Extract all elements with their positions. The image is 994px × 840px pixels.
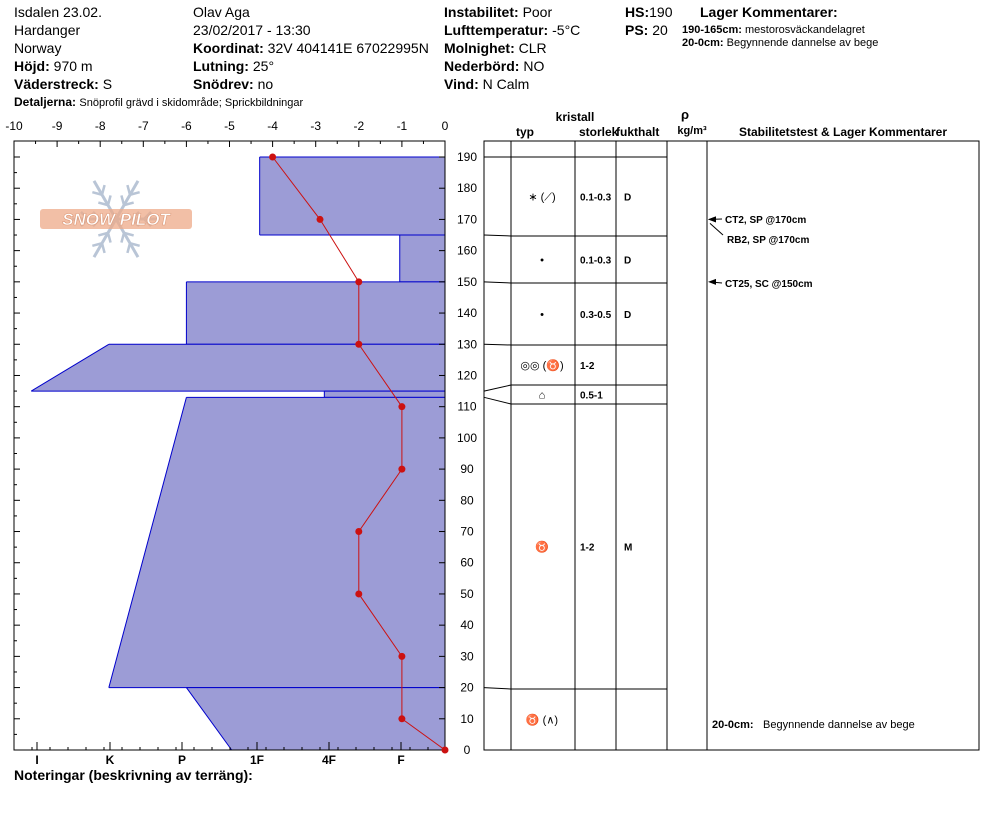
details-value: Snöprofil grävd i skidområde; Sprickbildningar [79,97,304,109]
hardness-layer [186,282,445,344]
grain-moisture: D [624,310,632,321]
logo-text: SNOW PILOT [62,210,170,229]
grain-table-border [484,141,979,750]
coordinate-value: 32V 404141E 67022995N [267,40,429,56]
depth-tick-label: 100 [456,430,478,445]
header-comments: Stabilitetstest & Lager Kommentarer [738,125,948,139]
depth-tick-label: 140 [456,306,478,321]
temperature-tick-label: -7 [137,119,149,133]
depth-tick-label: 40 [460,618,474,633]
ps-label: PS: [625,22,649,38]
temperature-point [398,403,405,410]
header-crystal: kristall [555,110,595,124]
temperature-tick-label: -1 [396,119,408,133]
depth-tick-label: 130 [456,337,478,352]
grain-type-symbol: ⌂ [538,389,546,402]
temperature-point [355,341,362,348]
snowflake-branch [127,185,130,195]
temperature-point [398,653,405,660]
grain-row-connector [484,385,511,391]
hardness-tick-label: I [35,753,39,767]
grain-type-symbol: • [540,309,544,321]
temperature-tick-label: -5 [224,119,235,133]
stability-test-arrow [710,223,723,235]
grain-row-connector [484,688,511,689]
snowflake-branch [108,195,111,205]
layer-comments-title: Lager Kommentarer: [700,4,838,20]
grain-moisture: M [624,542,633,554]
depth-tick-label: 90 [460,462,474,477]
wind-label: Vind: [444,76,479,92]
depth-tick-label: 180 [456,181,478,196]
grain-moisture: D [624,255,632,267]
depth-tick-label: 150 [456,274,478,289]
header-density-unit: kg/m³ [677,125,707,137]
stability-label: Instabilitet: [444,4,519,20]
depth-tick-label: 170 [456,212,478,227]
sky-cover-value: CLR [518,40,547,56]
layer-comment-text: Begynnende dannelse av bege [763,719,915,731]
temperature-point [317,216,324,223]
hardness-tick-label: 4F [321,753,337,767]
hardness-layer [324,391,445,397]
header-moisture: fukthalt [616,125,660,139]
location: Isdalen 23.02. [14,4,102,20]
hs-value: 190 [649,4,673,20]
hardness-tick-label: F [397,753,405,767]
hardness-layer [400,235,445,282]
snow-drift-value: no [257,76,274,92]
snowflake-branch [121,233,124,243]
snowflake-branch [102,185,105,195]
stability-test-label: CT25, SC @150cm [725,279,813,290]
stability-test-arrowhead [708,279,716,285]
grain-size: 0.3-0.5 [580,310,612,321]
aspect-label: Väderstreck: [14,76,99,92]
grain-type-symbol: • [540,254,544,267]
grain-type-symbol: ♉ (∧) [525,714,559,727]
precipitation-label: Nederbörd: [444,58,520,74]
air-temperature-value: -5°C [552,22,581,38]
grain-size: 1-2 [580,361,595,372]
grain-size: 0.1-0.3 [580,255,612,267]
header-density-symbol: ρ [680,107,690,122]
hardness-layer [260,157,445,235]
temperature-point [355,278,362,285]
temperature-point [442,747,449,754]
grain-type-symbol: ∗ (⟋) [528,191,556,204]
grain-row-connector [484,397,511,404]
grain-type-symbol: ♉ [535,541,549,554]
grain-row-connector [484,282,511,283]
temperature-tick-label: -2 [353,119,365,133]
hardness-layer [109,397,445,687]
depth-tick-label: 50 [460,586,474,601]
snowflake-branch [121,195,124,205]
grain-size: 0.1-0.3 [580,192,612,204]
depth-tick-label: 70 [460,524,474,539]
stability-test-arrowhead [708,216,716,222]
hardness-tick-label: P [177,753,187,767]
grain-table [484,107,979,750]
layer-comment-range: 190-165cm: [682,24,742,36]
grain-size: 0.5-1 [580,390,603,402]
notes-label: Noteringar (beskrivning av terräng): [14,767,253,783]
region: Hardanger [14,22,81,38]
temperature-point [355,590,362,597]
snowflake-branch [108,233,111,243]
ps-value: 20 [652,22,668,38]
snow-drift-label: Snödrev: [193,76,254,92]
sky-cover-label: Molnighet: [444,40,515,56]
layer-comment-range: 20-0cm: [712,719,754,731]
depth-tick-label: 20 [460,680,474,695]
stability-value: Poor [522,4,553,20]
grain-row-connector [484,344,511,345]
snowflake-branch [102,243,105,253]
elevation-value: 970 m [53,58,93,74]
temperature-tick-label: -8 [94,119,106,133]
temperature-tick-label: -3 [310,119,322,133]
depth-tick-label: 110 [457,399,477,414]
grain-row-connector [484,235,511,236]
temperature-point [398,715,405,722]
stability-test-label: CT2, SP @170cm [725,215,807,226]
grain-type-symbol: ◎◎ (♉) [520,360,564,372]
precipitation-value: NO [523,58,545,74]
temperature-tick-label: 0 [441,119,449,133]
snowflake-branch [127,243,130,253]
observer: Olav Aga [193,4,250,20]
temperature-point [269,154,276,161]
datetime: 23/02/2017 - 13:30 [193,22,311,38]
depth-tick-label: 80 [460,493,474,508]
depth-tick-label: 0 [463,743,471,757]
layer-comment-text: Begynnende dannelse av bege [726,37,879,49]
grain-size: 1-2 [580,542,595,554]
depth-tick-label: 10 [460,711,474,726]
aspect-value: S [102,76,113,92]
temperature-point [355,528,362,535]
temperature-point [398,466,405,473]
air-temperature-label: Lufttemperatur: [444,22,549,38]
header-type: typ [516,125,534,139]
temperature-tick-label: -4 [267,119,278,133]
depth-tick-label: 30 [460,649,474,664]
hardness-tick-label: K [105,753,115,767]
layer-comment-range: 20-0cm: [682,37,724,49]
depth-tick-label: 120 [456,368,478,383]
country: Norway [14,40,62,56]
snowpilot-logo [40,181,192,257]
coordinate-label: Koordinat: [193,40,264,56]
hs-label: HS: [625,4,650,20]
depth-tick-label: 190 [456,150,478,164]
hardness-tick-label: 1F [249,753,265,767]
elevation-label: Höjd: [14,58,50,74]
grain-moisture: D [624,192,632,204]
stability-test-label: RB2, SP @170cm [727,235,810,246]
hardness-layer [31,344,445,391]
wind-value: N Calm [482,76,530,92]
slope-value: 25° [252,58,275,74]
depth-tick-label: 160 [456,243,478,258]
slope-label: Lutning: [193,58,249,74]
temperature-tick-label: -6 [181,119,192,133]
depth-tick-label: 60 [460,555,474,570]
layer-comment-text: mestorosväckandelagret [745,24,865,36]
temperature-tick-label: -9 [51,119,63,133]
details-label: Detaljerna: [14,95,77,109]
header-size: storlek [579,125,619,139]
temperature-tick-label: -10 [5,119,23,133]
